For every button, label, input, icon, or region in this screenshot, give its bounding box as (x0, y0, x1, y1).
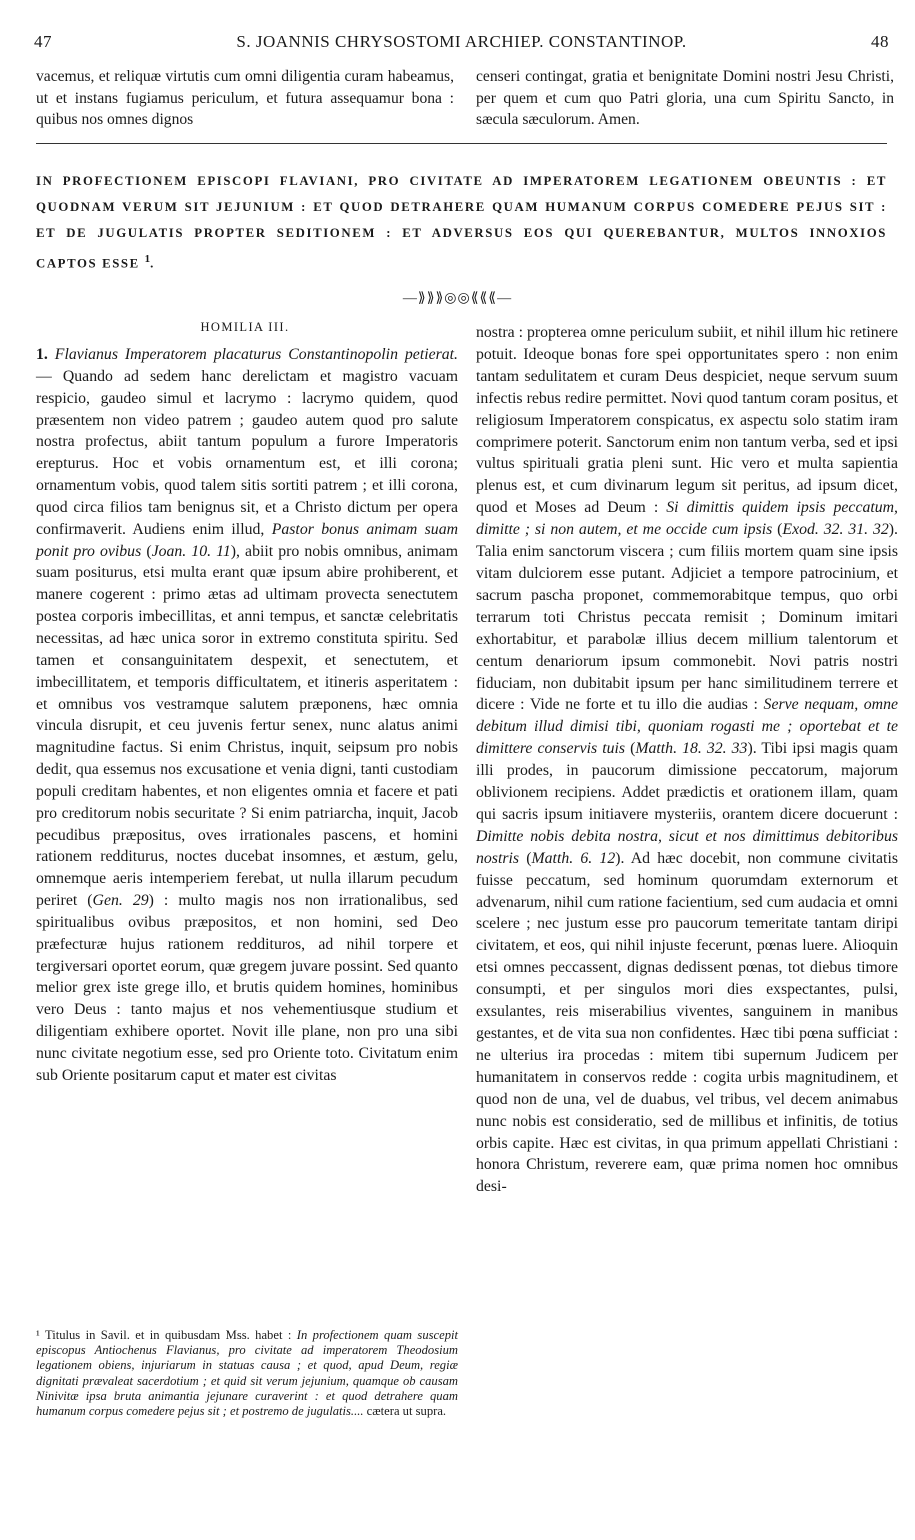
left-text-2: ), abiit pro nobis omnibus, animam suam positurus, etsi multa erant quæ ipsum abire prohiberent, et manere cogerent : primo ætas ad ultimam provecta senectutem postea corporis imbecillitas, et anni tempus, et sanctæ celebritatis necessitas, ad hæc unica soror in extremo constituta spiritu. Sed tamen et consanguinitatem despexit, et senectutem, et imbecillitatem, et temporis difficultatem, et itineris asperitatem : et omnibus vos vestramque salutem præponens, hæc omnia vincula disrupit, et ceu juvenis fertur senex, nunc alatus animi magnitudine factus. Si enim Christus, inquit, seipsum pro nobis dedit, qua essemus nos excusatione et venia digni, tanti custodiam populi creditam habentes, et non eligentes omnia et facere et pati pro creditorum nobis securitate ? Si enim patriarcha, inquit, Jacob pecudibus præpositus, oves irrationales pascens, et homini rationem redditurus, noctes ducebat insomnes, et æstum, gelu, omnemque aeris intemperiem ferebat, ut nulla illarum pecudum periret ( (36, 542, 458, 910)
top-right-column (476, 66, 894, 131)
footnote (36, 1328, 458, 1419)
left-text-3: ) : multo magis nos non irrationalibus, sed spiritualibus ovibus præpositos, et non homini, sed Deo præfecturæ hujus rationem reddituros, ad nihil torpere et tergiversari oportet eorum, quæ gregem juvare possint. Sed quanto melior grex iste grege illo, et brutis quidem homines, hominibus vero Deus : tanto majus et nos vehementiusque studium et diligentiam exhibere oportet. Novit ille plane, non pro una sibi nunc civitate negotium esse, sed pro Oriente toto. Civitatum enim sub Oriente positarum caput et mater est civitas (36, 892, 459, 1084)
ref-joan: Joan. 10. 11 (151, 542, 231, 560)
right-paren-2: ( (630, 740, 636, 758)
ref-matth-18: Matth. 18. 32. 33 (635, 740, 748, 758)
heading-text: IN PROFECTIONEM EPISCOPI FLAVIANI, PRO CIVITATE AD IMPERATOREM LEGATIONEM OBEUNTIS : ET QUODNAM VERUM SIT JEJUNIUM : ET QUOD DETRAHERE QUAM HUMANUM CORPUS COMEDERE PEJUS SIT : ET DE JUGULATIS PROPTER SEDITIONEM : ET ADVERSUS EOS QUI QUEREBANTUR, MULTOS INNOXIOS CAPTOS ESSE (36, 174, 887, 271)
quote-exodus: Si dimittis quidem ipsis peccatum, dimitte ; si non autem, et me occide cum ipsis (476, 499, 898, 539)
right-text-4: ). Ad hæc docebit, non commune civitatis fuisse peccatum, sed hominum quorumdam externorum et advenarum, nihil cum ratione facientium, sed cum audacia et omni scelere ; nec justum esse pro paucorum temeritate tantam diripi civitatem, et eos, qui nihil injuste fecerunt, pœnas luere. Alioquin etsi omnes peccassent, dignas dedissent pœnas, tot diebus timore consumpti, et per singulos mori dies exspectantes, pulsi, exsulantes, reis miserabilius viventes, sanguinem in manibus gestantes, et de vita sua non confidentes. Hæc tibi pœna sufficiat : ne ulterius ira procedas : mitem tibi supernum Judicem per humanitatem in conservos redde : cogita urbis magnitudinem, et quod non de una, vel de duabus, vel tribus, vel decem animabus nunc nobis est consideratio, sed de millibus et infinitis, de totius orbis capite. Hæc est civitas, in qua primum appellati Christiani : honora Christum, reverere eam, quæ prima nomen hoc omnibus desi- (476, 849, 898, 1196)
page-number-left: 47 (34, 32, 52, 51)
right-text-2: ). Talia enim sanctorum viscera ; cum filiis mortem quam sine ipsis vitam dulciorem esse putant. Adjiciet a tempore patrocinium, et sacrum pascha proponet, commemorabitque tempus, quo orbi terrarum toti Christus peccata remisit ; Dominum imitari exhortabitur, et parabolæ illius decem millium talentorum et centum denariorum ipsum commonebit. Novi patris nostri fiduciam, non dubitabit ipsum per hanc similitudinem terrere et dicere : Vide ne forte et tu illo die audias : (476, 521, 899, 714)
left-text-1: — Quando ad sedem hanc derelictam et magistro vacuam respicio, gaudeo simul et lacrymo : lacrymo quidem, quod præsentem non video patrem ; gaudeo autem quod pro salute nostra profectus, abiit tantum populum a furore Imperatoris erepturus. Hoc et vobis ornamentum est, et illi corona; ornamentum vobis, quod talem sitis sortiti patrem ; et illi corona, quod circa filios tam benignus sit, et a Christo dictum per opera confirmaverit. Audiens enim illud, (36, 367, 458, 538)
right-text-1: nostra : propterea omne periculum subiit, et nihil illum hic retinere potuit. Ideoque bonas fore spei opportunitates spero : non enim tantam sedulitatem et curam Deus despiciet, neque servum suum infectis rebus redire permittet. Novi quod tantum coram positus, et religiosum Imperatorem conspicatus, ex aspectu solo statim iram comprimere poterit. Sanctorum enim non tantum verba, sed et ipsi vultus spirituali gratia pleni sunt. Hic vero et multa sapientia plenus est, et cum divinarum legum sit peritus, ad ipsum dicet, quod et Moses ad Deum : (476, 324, 898, 517)
quote-matthew-18: Serve nequam, omne debitum illud dimisi tibi, quoniam rogasti me ; oportebat et te dimittere conservis tuis (476, 696, 898, 758)
homily-label: HOMILIA III. (200, 320, 290, 334)
quote-pastor-bonus: Pastor bonus animam suam ponit pro ovibus (36, 520, 458, 560)
running-title: S. JOANNIS CHRYSOSTOMI ARCHIEP. CONSTANTINOP. (236, 32, 687, 51)
ref-exod: Exod. 32. 31. 32 (782, 521, 889, 539)
main-left-column (36, 344, 458, 1087)
quote-lords-prayer: Dimitte nobis debita nostra, sicut et nos dimittimus debitoribus nostris (476, 827, 898, 867)
homily-heading: IN PROFECTIONEM EPISCOPI FLAVIANI, PRO CIVITATE AD IMPERATOREM LEGATIONEM OBEUNTIS : ET QUODNAM VERUM SIT JEJUNIUM : ET QUOD DETRAHERE QUAM HUMANUM CORPUS COMEDERE PEJUS SIT : ET DE JUGULATIS PROPTER SEDITIONEM : ET ADVERSUS EOS QUI QUEREBANTUR, MULTOS INNOXIOS CAPTOS ESSE $^1$. (36, 174, 887, 271)
right-text-3: ). Tibi ipsi magis quam illi prodes, in paucorum dimissione peccatorum, majorum oblivionem recipiens. Addet prædictis et orationem illam, quam qui sacris ipsum initiavere mysteriis, orantem dicere docuerunt : (476, 740, 898, 823)
footnote-text-b: In profectionem quam suscepit episcopus Antiochenus Flavianus, pro civitate ad imperatorem Theodosium legationem obiens, injuriarum in statuas causa ; et quod, apud Deum, regiæ dignitati prævaleat sacerdotium ; et quid sit verum jejunium, quamque ob causam Ninivitæ ipsa bruta animantia jejunare curaverint : et quod detrahere quam humanum corpus comedere pejus sit ; et postremo de jugulatis.... (36, 1328, 458, 1419)
top-left-column (36, 66, 454, 131)
main-right-paragraph (476, 322, 898, 1198)
footnote-text-c: cætera ut supra. (366, 1404, 447, 1419)
section-divider (36, 143, 887, 144)
ref-gen: Gen. 29 (92, 892, 149, 910)
ref-matth-6: Matth. 6. 12 (531, 849, 616, 867)
right-paren-1: ( (777, 521, 783, 539)
footnote-text-a: Titulus in Savil. et in quibusdam Mss. habet : (44, 1328, 292, 1342)
top-right-text: censeri contingat, gratia et benignitate Domini nostri Jesu Christi, per quem et cum quo Patri gloria, una cum Spiritu Sancto, in sæcula sæculorum. Amen. (476, 68, 894, 129)
lemma: Flavianus Imperatorem placaturus Constantinopolin petierat. (54, 346, 458, 363)
heading-note-ref: 1 (144, 253, 151, 265)
main-left-paragraph (36, 344, 458, 1087)
section-number: 1. (36, 346, 48, 363)
ornament-divider: —⟫⟫⟫◎◎⟪⟪⟪— (402, 291, 513, 306)
page-number-right: 48 (871, 32, 889, 51)
left-paren-1: ( (146, 542, 152, 560)
running-head (30, 32, 893, 56)
top-left-text: vacemus, et reliquæ virtutis cum omni diligentia curam habeamus, ut et instans fugiamus periculum, et futura assequamur bona : quibus nos omnes dignos (36, 68, 454, 129)
main-right-column (476, 322, 898, 1198)
footnote-mark: ¹ (36, 1328, 40, 1342)
right-paren-3: ( (526, 849, 532, 867)
